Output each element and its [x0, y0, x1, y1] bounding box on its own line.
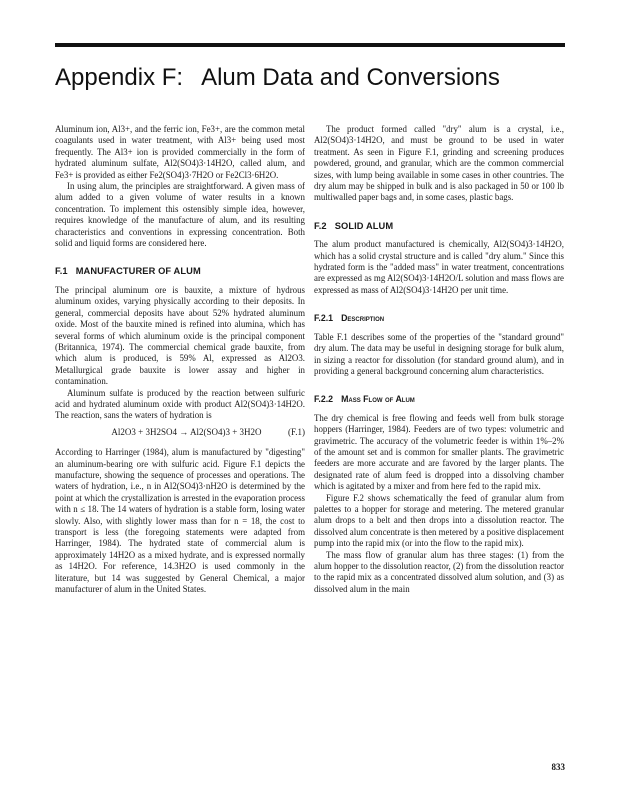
- subsection-number: F.2.2: [314, 394, 334, 405]
- equation-label: (F.1): [287, 426, 305, 437]
- subsection-heading-f21: [314, 313, 564, 324]
- page-number: 833: [551, 762, 565, 772]
- f22-paragraph-3: The mass flow of granular alum has three stages: (1) from the alum hopper to the dissolution reactor, (2) from the dissolution reactor to the rapid mix as a concentrated dissolved alum solution, and (3) as dissolved alum in the main: [314, 549, 564, 594]
- f2-paragraph-1: The alum product manufactured is chemically, Al2(SO4)3·14H2O, which has a solid crystal structure and is called "dry alum." Since this hydrated form is the "added mass" in water treatment, concentrations are expressed as mg Al2(SO4)3·14H2O/L solution and mass flows are expressed as mass of Al2(SO4)3·14H2O per unit time.: [314, 239, 564, 295]
- equation-f1: [55, 422, 305, 447]
- intro-paragraph-2: In using alum, the principles are straightforward. A given mass of alum added to a given volume of water results in a known concentration. To implement this ostensibly simple idea, however, requires knowledge of the manufacture of alum, and its resulting characteristics and conventions in expressing concentration. Both solid and liquid forms are considered here.: [55, 181, 305, 249]
- equation-expression: Al2O3 + 3H2SO4 → Al2(SO4)3 + 3H2O: [111, 426, 262, 437]
- subsection-number: F.2.1: [314, 313, 334, 324]
- f1-paragraph-2: Aluminum sulfate is produced by the reaction between sulfuric acid and hydrated aluminum oxide with product Al2(SO4)3·14H2O. The reaction, sans the waters of hydration is: [55, 387, 305, 421]
- subsection-heading-f22: [314, 394, 564, 405]
- appendix-title: Alum Data and Conversions: [201, 64, 500, 91]
- left-column: [55, 124, 305, 595]
- f1-paragraph-1: The principal aluminum ore is bauxite, a mixture of hydrous aluminum oxides, varying physically according to their deposits. In general, commercial deposits have about 52% hydrated aluminum oxide. Most of the bauxite mined is refined into alumina, which has several forms of which aluminum oxide is the principal component (Britannica, 1974). The commercial chemical grade bauxite, from which alum is produced, is 59% Al, expressed as Al2O3. Metallurgical grade bauxite is lower assay and higher in contamination.: [55, 284, 305, 387]
- intro-paragraph-1: Aluminum ion, Al3+, and the ferric ion, Fe3+, are the common metal coagulants used in water treatment, with Al3+ being used most frequently. The Al3+ ion is provided commercially in the form of hydrated aluminum sulfate, Al2(SO4)3·14H2O, called alum, and Fe3+ is provided as either Fe2(SO4)3·7H2O or Fe2Cl3·6H2O.: [55, 124, 305, 180]
- section-heading-f1: [55, 266, 305, 277]
- top-rule: [55, 43, 565, 47]
- subsection-title: Mass Flow of Alum: [341, 394, 415, 405]
- section-title: MANUFACTURER OF ALUM: [75, 266, 201, 277]
- right-paragraph-1: The product formed called "dry" alum is a crystal, i.e., Al2(SO4)3·14H2O, and must be ground to be used in water treatment. As seen in Figure F.1, grinding and screening produces powdered, ground, and granular, which are the common commercial sizes, with lump being available in some cases in other countries. The dry alum may be shipped in bulk and is also packaged in 50 or 100 lb multiwalled paper bags and, in some cases, plastic bags.: [314, 124, 564, 203]
- f1-paragraph-3: According to Harringer (1984), alum is manufactured by "digesting" an aluminum-bearing ore with sulfuric acid. Figure F.1 depicts the manufacture, showing the sequence of processes and operations. The waters of hydration, i.e., n in Al2(SO4)3·nH2O is determined by the point at which the crystallization is arrested in the evaporation process with n ≤ 18. The 14 waters of hydration is a stable form, losing water slowly. Also, with slightly lower mass than for n = 18, the cost to transport is less (the foregoing statements were adapted from Harringer, 1984). The hydrated state of commercial alum is approximately 14H2O as a mixed hydrate, and is expressed normally as 14H2O. For reference, 14.3H2O is used commonly in the literature, but 14 was suggested by General Chemical, a major manufacturer of alum in the United States.: [55, 447, 305, 595]
- f22-paragraph-1: The dry chemical is free flowing and feeds well from bulk storage hoppers (Harringer, 1984). Feeders are of two types: volumetric and gravimetric. The accuracy of the volumetric feeder is within 1%–2% of the amount set and is common for smaller plants. The gravimetric feeders are more accurate and are favored by the larger plants. The designated rate of alum feed is dropped into a dissolving chamber which is agitated by a mixer and from here fed to the rapid mix.: [314, 412, 564, 492]
- subsection-title: Description: [341, 313, 385, 324]
- right-column: [314, 124, 564, 595]
- section-number: F.1: [55, 266, 68, 277]
- appendix-label: Appendix F:: [55, 64, 184, 91]
- f21-paragraph-1: Table F.1 describes some of the properties of the "standard ground" dry alum. The data may be useful in designing storage for bulk alum, in sizing a reactor for dissolution (for standard ground alum), and in providing a general background concerning alum characteristics.: [314, 331, 564, 376]
- f22-paragraph-2: Figure F.2 shows schematically the feed of granular alum from palettes to a hopper for storage and metering. The metered granular alum drops to a belt and then drops into a dissolution reactor. The dissolved alum concentrate is then metered by a positive displacement pump into the rapid mix (or into the flow to the rapid mix).: [314, 492, 564, 549]
- page-title: [55, 63, 575, 93]
- section-heading-f2: [314, 221, 564, 232]
- section-title: SOLID ALUM: [334, 220, 394, 231]
- section-number: F.2: [314, 220, 327, 231]
